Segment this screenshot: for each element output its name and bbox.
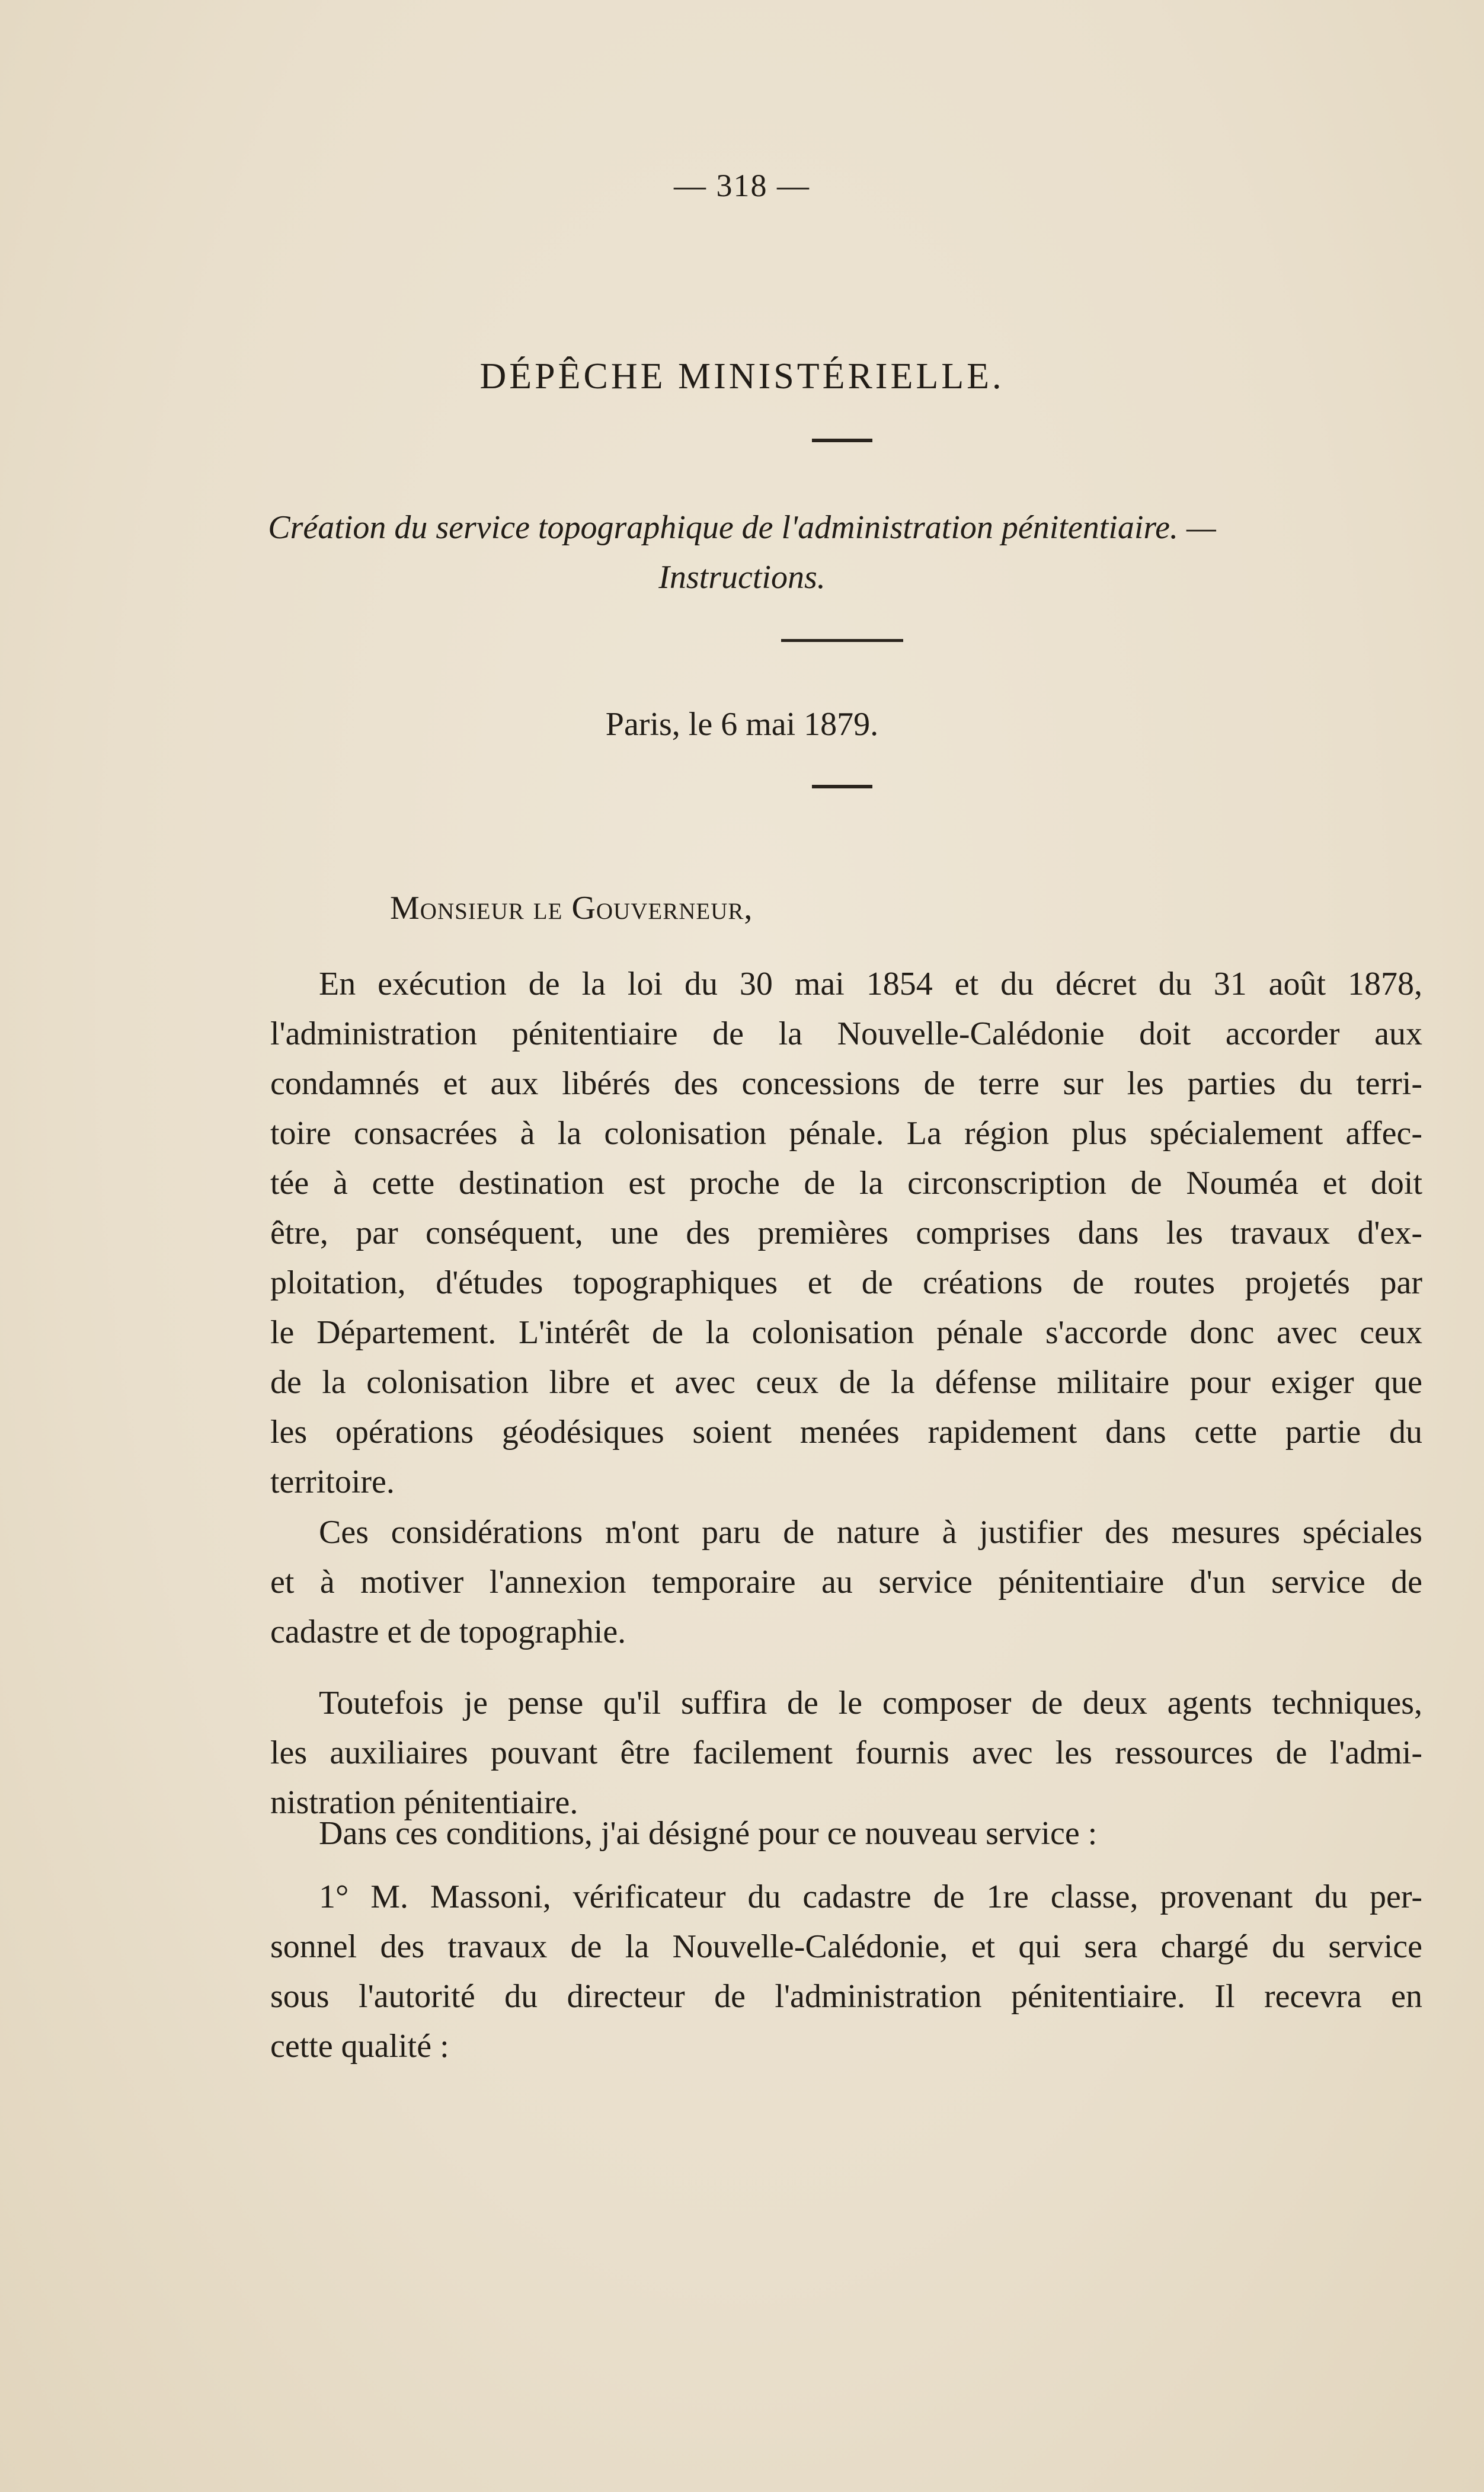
subtitle-line: Instructions. <box>658 559 826 596</box>
body-text-line: et à motiver l'annexion temporaire au service pénitentiaire d'un service de <box>270 1564 1422 1600</box>
body-text-line: cette qualité : <box>270 2028 449 2065</box>
body-text-line: les auxiliaires pouvant être facilement fournis avec les ressources de l'admi- <box>270 1734 1422 1771</box>
body-text-line: 1° M. Massoni, vérificateur du cadastre de 1re classe, provenant du per- <box>319 1878 1422 1915</box>
body-text-line: ploitation, d'études topographiques et de créations de routes projetés par <box>270 1264 1422 1301</box>
divider-rule <box>812 439 872 442</box>
body-text-line: condamnés et aux libérés des concessions de terre sur les parties du terri- <box>270 1065 1422 1102</box>
body-text-line: En exécution de la loi du 30 mai 1854 et du décret du 31 août 1878, <box>319 966 1422 1002</box>
body-text-line: territoire. <box>270 1464 395 1500</box>
divider-rule <box>812 785 872 788</box>
body-text-line: cadastre et de topographie. <box>270 1614 626 1650</box>
divider-rule <box>781 639 903 642</box>
salutation: Monsieur le Gouverneur, <box>390 890 753 926</box>
body-text-line: toire consacrées à la colonisation pénale. La région plus spécialement affec- <box>270 1115 1422 1152</box>
body-text-line: être, par conséquent, une des premières comprises dans les travaux d'ex- <box>270 1215 1422 1251</box>
body-text-line: Toutefois je pense qu'il suffira de le composer de deux agents techniques, <box>319 1685 1422 1721</box>
body-text-line: Dans ces conditions, j'ai désigné pour ce nouveau service : <box>319 1815 1098 1852</box>
body-text-line: l'administration pénitentiaire de la Nouvelle-Calédonie doit accorder aux <box>270 1015 1422 1052</box>
body-text-line: Ces considérations m'ont paru de nature à justifier des mesures spéciales <box>319 1514 1422 1551</box>
letter-date: Paris, le 6 mai 1879. <box>605 706 879 743</box>
body-text-line: le Département. L'intérêt de la colonisation pénale s'accorde donc avec ceux <box>270 1314 1422 1351</box>
body-text-line: les opérations géodésiques soient menées rapidement dans cette partie du <box>270 1414 1422 1451</box>
body-text-line: tée à cette destination est proche de la circonscription de Nouméa et doit <box>270 1165 1422 1202</box>
document-title: DÉPÊCHE MINISTÉRIELLE. <box>479 356 1005 397</box>
page-number: — 318 — <box>674 168 810 203</box>
body-text-line: sous l'autorité du directeur de l'administration pénitentiaire. Il recevra en <box>270 1978 1422 2015</box>
body-text-line: de la colonisation libre et avec ceux de la défense militaire pour exiger que <box>270 1364 1422 1401</box>
subtitle-line: Création du service topographique de l'administration pénitentiaire. — <box>268 509 1216 546</box>
body-text-line: sonnel des travaux de la Nouvelle-Calédonie, et qui sera chargé du service <box>270 1928 1422 1965</box>
body-text-line: nistration pénitentiaire. <box>270 1784 578 1821</box>
